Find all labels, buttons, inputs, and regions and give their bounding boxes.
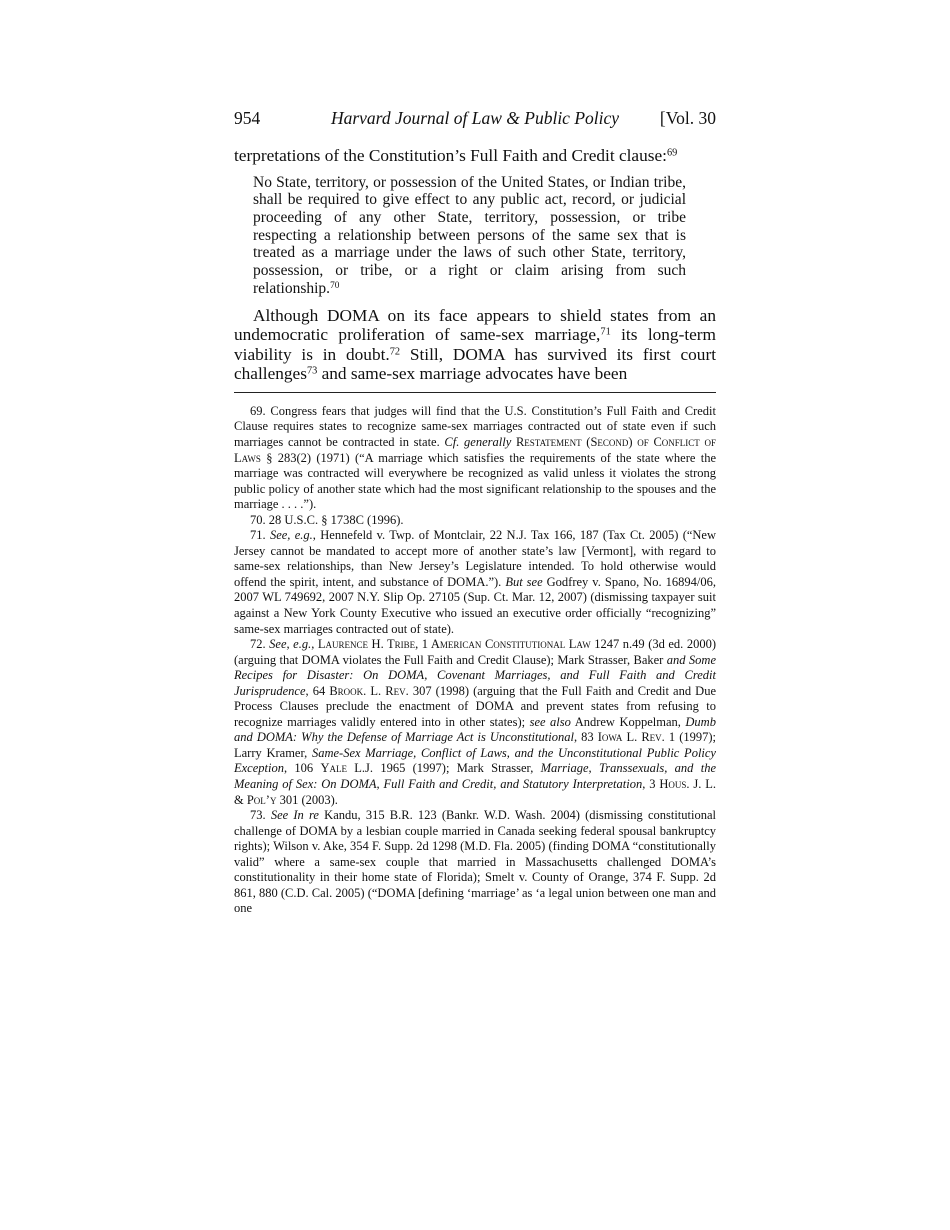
body-paragraph [234, 306, 716, 384]
volume-label: [Vol. 30 [659, 108, 716, 128]
paragraph-text-2: its long-term viability is in doubt. [234, 325, 716, 364]
footnote-ref-72: 72 [389, 346, 401, 357]
block-quote [253, 174, 686, 298]
footnote-73: 73. See In re Kandu, 315 B.R. 123 (Bankr. W.D. Wash. 2004) (dismissing constitutional challenge of DOMA by a lesbian couple married in Canada seeking federal spousal bankruptcy rights); Wilson v. Ake, 354 F. Supp. 2d 1298 (M.D. Fla. 2005) (finding DOMA “constitutionally valid” where a same-sex couple that married in Massachusetts challenged DOMA’s constitutionality in their home state of Florida); Smelt v. County of Orange, 374 F. Supp. 2d 861, 880 (C.D. Cal. 2005) (“DOMA [defining ‘marriage’ as ‘a legal union between one man and one [234, 808, 716, 916]
paragraph-text-1: Although DOMA on its face appears to shield states from an undemocratic proliferation of same-sex marriage, [234, 305, 716, 345]
footnote-divider [234, 392, 716, 393]
footnote-ref-70: 70 [330, 280, 340, 291]
footnote-72: 72. See, e.g., Laurence H. Tribe, 1 American Constitutional Law 1247 n.49 (3d ed. 2000) (arguing that DOMA violates the Full Faith and Credit Clause); Mark Strasser, Baker and Some Recipes for Disaster: On DOMA, Covenant Marriages, and Full Faith and Credit Jurisprudence, 64 Brook. L. Rev. 307 (1998) (arguing that the Full Faith and Credit and Due Process Clauses preclude the enactment of DOMA and prevent states from refusing to recognize marriages validly entered into in other states); see also Andrew Koppelman, Dumb and DOMA: Why the Defense of Marriage Act is Unconstitutional, 83 Iowa L. Rev. 1 (1997); Larry Kramer, Same-Sex Marriage, Conflict of Laws, and the Unconstitutional Public Policy Exception, 106 Yale L.J. 1965 (1997); Mark Strasser, Marriage, Transsexuals, and the Meaning of Sex: On DOMA, Full Faith and Credit, and Statutory Interpretation, 3 Hous. J. L. & Pol’y 301 (2003). [234, 637, 717, 807]
footnote-ref-73: 73 [306, 365, 318, 377]
intro-paragraph [234, 146, 716, 166]
page-number: 954 [234, 108, 261, 128]
paragraph-text-3: Still, DOMA has survived its first court challenges [234, 344, 716, 384]
quote-text: No State, territory, or possession of the United States, or Indian tribe, shall be required to give effect to any public act, record, or judicial proceeding of any other State, territory, possession, or tribe respecting a relationship between persons of the same sex that is treated as a marriage under the laws of such other State, territory, possession, or tribe, or a right or claim arising from such relationship. [253, 173, 686, 297]
main-text [234, 146, 716, 917]
footnote-71: 71. See, e.g., Hennefeld v. Twp. of Montclair, 22 N.J. Tax 166, 187 (Tax Ct. 2005) (“New Jersey cannot be mandated to accept more of another state’s law [Vermont], with regard to same-sex relationships, than New Jersey’s Legislature intended. To hold otherwise would offend the spirit, intent, and substance of DOMA.”). But see Godfrey v. Spano, No. 16894/06, 2007 WL 749692, 2007 N.Y. Slip Op. 27105 (Sup. Ct. Mar. 12, 2007) (dismissing taxpayer suit against a New York County Executive who issued an executive order officially “recognizing” same-sex marriages contracted out of state). [234, 528, 717, 636]
footnotes [234, 404, 716, 917]
journal-title: Harvard Journal of Law & Public Policy [330, 108, 620, 128]
footnote-69: 69. Congress fears that judges will find that the U.S. Constitution’s Full Faith and Credit Clause requires states to recognize same-sex marriages contracted out of state even if such marriages cannot be contracted in state. Cf. generally Restatement (Second) of Conflict of Laws § 283(2) (1971) (“A marriage which satisfies the requirements of the state where the marriage was contracted will everywhere be recognized as valid unless it violates the strong public policy of another state which had the most significant relationship to the spouses and the marriage . . . .”). [234, 403, 717, 512]
intro-text: terpretations of the Constitution’s Full Faith and Credit clause: [234, 146, 667, 165]
running-header [234, 108, 716, 132]
footnote-ref-71: 71 [600, 326, 611, 338]
footnote-ref-69: 69 [666, 147, 678, 159]
paragraph-text-4: and same-sex marriage advocates have been [317, 364, 628, 384]
footnote-70: 70. 28 U.S.C. § 1738C (1996). [250, 512, 404, 527]
